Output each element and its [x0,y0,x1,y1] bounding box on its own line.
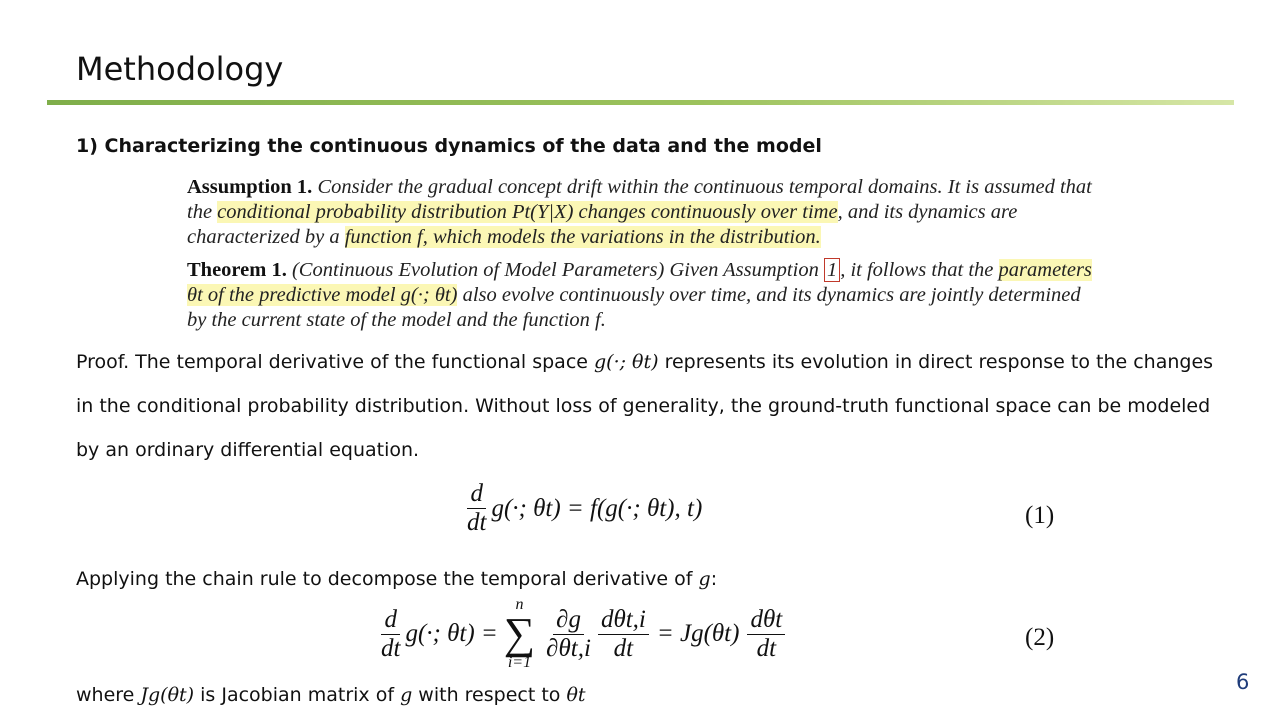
equation-2-number: (2) [1025,624,1055,651]
eq2-lhs-body: g(·; θt) = [405,620,498,647]
equation-2 [376,596,787,672]
chain-rule-text: Applying the chain rule to decompose the temporal derivative of [76,568,693,590]
section-heading: 1) Characterizing the continuous dynamics of the data and the model [76,135,822,157]
slide-title: Methodology [76,50,284,88]
assumption-text-2: , and its dynamics are characterized by a [187,201,1018,248]
title-underline [47,100,1234,105]
where-math-2: g [400,684,413,706]
where-paragraph [76,674,1216,716]
eq2-dtheta-num: dθt,i [598,606,649,635]
eq1-frac-num: d [467,480,486,509]
eq2-lhs-fraction [378,606,403,663]
where-text-2: is Jacobian matrix of [200,684,395,706]
eq2-dtheta-fraction [598,606,649,663]
proof-paragraph [76,340,1216,472]
eq2-lhs-num: d [381,606,400,635]
eq2-sum-lower: i=1 [507,654,532,671]
assumption-highlight-2: function f, which models the variations in the distribution. [344,226,821,248]
chain-rule-suffix: : [710,568,718,590]
eq2-partial-fraction [543,606,594,663]
where-text-3: with respect to [418,684,561,706]
proof-math-1: g(·; θt) [594,351,659,373]
theorem-text-2: , it follows that the [840,259,994,281]
eq2-jacobian: = Jg(θt) [656,620,740,647]
page-number: 6 [1236,670,1250,694]
equation-1 [462,480,702,537]
where-math-1: Jg(θt) [140,684,195,706]
chain-rule-math: g [698,568,711,590]
eq2-dtheta-den: dt [613,634,634,662]
assumption-label: Assumption 1. [187,176,313,198]
eq1-derivative-fraction [464,480,489,537]
chain-rule-paragraph [76,558,1216,600]
theorem-text-3: also evolve continuously over time, and its dynamics are jointly determined by the current state of the model and the function f. [187,284,1081,331]
theorem-block [187,258,1099,333]
eq2-rhs-num: dθt [747,606,785,635]
where-text-1: where [76,684,135,706]
eq2-rhs-fraction [747,606,785,663]
equation-1-number: (1) [1025,502,1055,529]
eq1-body: g(·; θt) = f(g(·; θt), t) [491,494,703,522]
assumption-text-1: Consider the gradual concept drift within the continuous temporal domains. It is assumed that the [187,176,1092,223]
eq2-summation [504,596,535,672]
eq2-partial-num: ∂g [553,606,584,635]
eq2-rhs-den: dt [756,634,777,662]
theorem-text-1: (Continuous Evolution of Model Parameters) Given Assumption [291,259,819,281]
eq2-partial-den: ∂θt,i [546,634,591,662]
sigma-symbol: ∑ [503,609,536,658]
eq2-sum-upper: n [515,596,524,613]
theorem-label: Theorem 1. [187,259,287,281]
proof-text-2: represents its evolution in direct response to the changes in the conditional probability distribution. Without loss of generality, the ground-truth functional space can be modeled by an ordinary differential equation. [76,351,1214,461]
where-math-3: θt [566,684,586,706]
theorem-highlight-1: parameters θt of the predictive model g(·; θt) [187,259,1092,306]
assumption-highlight-1: conditional probability distribution Pt(Y|X) changes continuously over time [217,201,838,223]
assumption-reference-link[interactable]: 1 [824,258,840,282]
assumption-block [187,175,1099,250]
eq1-frac-den: dt [467,509,487,536]
proof-text-1: Proof. The temporal derivative of the functional space [76,351,588,373]
eq2-lhs-den: dt [381,634,401,662]
